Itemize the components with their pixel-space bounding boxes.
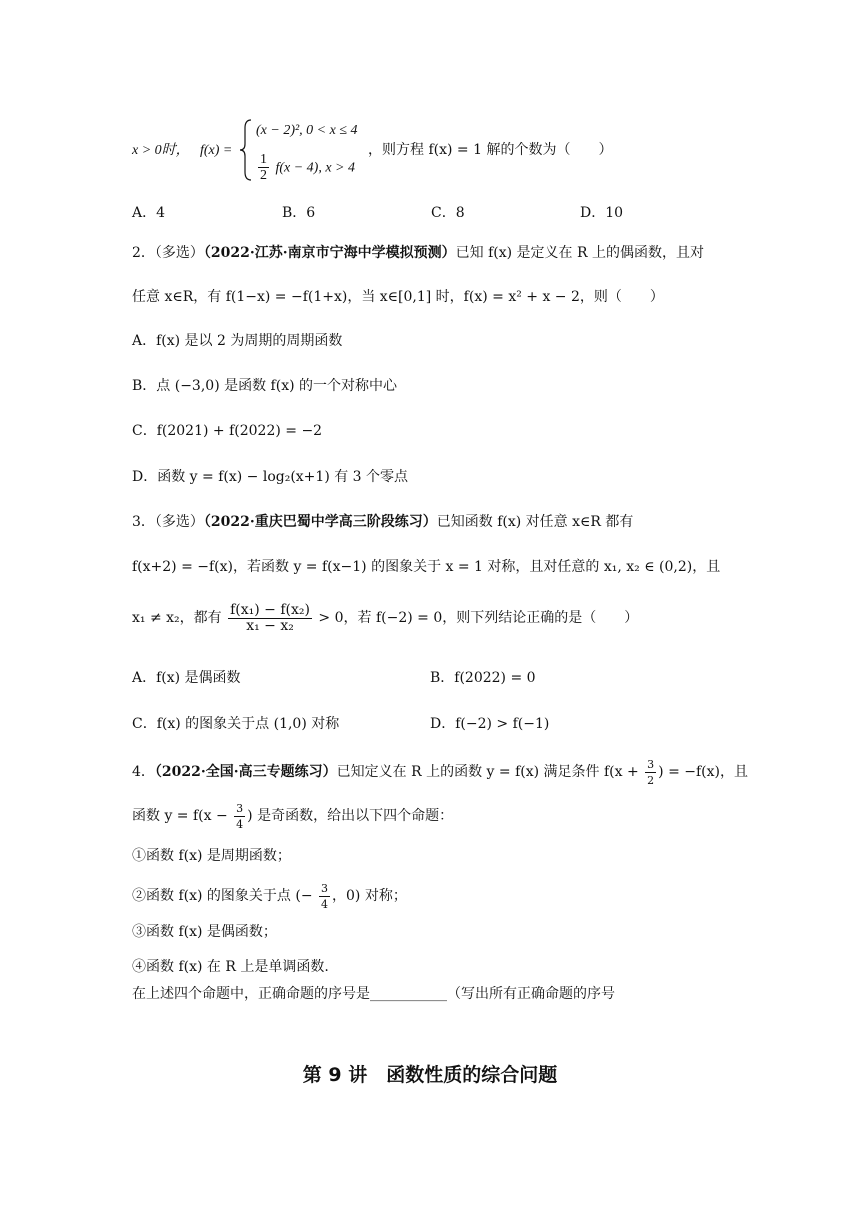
q1-option-a xyxy=(132,203,165,223)
q4-proposition-2 xyxy=(132,880,407,912)
q4-prop2-den: 4 xyxy=(321,897,328,911)
q3-number: 3． xyxy=(132,514,155,530)
q4-stem-line-1 xyxy=(132,756,748,788)
q4-frac1-num: 3 xyxy=(647,757,655,771)
q1-option-d xyxy=(580,203,623,223)
q2-option-d xyxy=(132,467,408,487)
q2-stem-line-1 xyxy=(132,243,704,263)
q4-proposition-1 xyxy=(132,846,291,866)
q2-tag: （多选） xyxy=(154,245,204,261)
q1-option-a-text: A．4 xyxy=(132,205,166,221)
half-numerator: 1 xyxy=(260,152,267,167)
piecewise-brace xyxy=(239,118,253,182)
q1-condition: x > 0时， xyxy=(132,143,190,158)
q3-option-d xyxy=(430,714,549,734)
q3-stem-3a: x₁ ≠ x₂，都有 xyxy=(132,610,222,626)
q1-suffix xyxy=(368,140,612,160)
q4-stem-2a: 函数 y = f(x − xyxy=(132,808,228,824)
q1-option-d-text: D．10 xyxy=(580,205,624,221)
q4-stem-1b: ) = −f(x)，且 xyxy=(658,764,748,780)
q4-stem-line-2 xyxy=(132,800,453,832)
q2-option-b-text: B．点 (−3,0) 是函数 f(x) 的一个对称中心 xyxy=(132,378,398,394)
piecewise-case-1 xyxy=(256,120,358,141)
q4-fraction-3-2 xyxy=(645,757,656,788)
q3-stem-line-1 xyxy=(132,512,633,532)
q3-option-b xyxy=(430,668,536,688)
q3-tag: （多选） xyxy=(154,514,204,530)
case-1-text: (x − 2)², 0 < x ≤ 4 xyxy=(256,123,358,138)
q4-stem-2b: ) 是奇函数，给出以下四个命题： xyxy=(247,808,454,824)
q2-option-c xyxy=(132,421,322,441)
q4-frac2-den: 4 xyxy=(236,817,244,831)
q2-number: 2． xyxy=(132,245,155,261)
q3-fraction-numerator: f(x₁) − f(x₂) xyxy=(230,601,310,618)
q1-fx xyxy=(200,140,232,161)
q4-source: （2022·全国·高三专题练习） xyxy=(154,764,337,780)
q2-stem-line-2 xyxy=(132,287,664,307)
section-title: 第 9 讲 函数性质的综合问题 xyxy=(302,1064,558,1086)
piecewise-case-2 xyxy=(256,152,355,183)
q3-option-a xyxy=(132,668,241,688)
q3-fraction-denominator: x₁ − x₂ xyxy=(246,617,294,634)
q3-option-b-text: B．f(2022) = 0 xyxy=(430,670,536,686)
q1-option-b-text: B．6 xyxy=(282,205,316,221)
q1-option-b xyxy=(282,203,315,223)
q2-option-b xyxy=(132,376,397,396)
q4-proposition-3 xyxy=(132,922,277,942)
q1-option-c-text: C．8 xyxy=(431,205,465,221)
q4-prop-2a: ②函数 f(x) 的图象关于点 (− xyxy=(132,888,313,904)
q2-stem-2: 任意 x∈R，有 f(1−x) = −f(1+x)，当 x∈[0,1] 时，f(x) = x² + x − 2，则（ ） xyxy=(132,289,664,305)
q3-source: （2022·重庆巴蜀中学高三阶段练习） xyxy=(203,514,437,530)
q4-prop-1-text: ①函数 f(x) 是周期函数； xyxy=(132,848,291,864)
q3-stem-3b: > 0，若 f(−2) = 0，则下列结论正确的是（ ） xyxy=(318,610,639,626)
q4-frac2-num: 3 xyxy=(236,801,244,815)
q3-stem-line-3 xyxy=(132,602,638,634)
q4-number: 4． xyxy=(132,764,155,780)
q1-fx-label: f(x) = xyxy=(200,143,233,158)
q4-answer-text: 在上述四个命题中，正确命题的序号是___________（写出所有正确命题的序号 xyxy=(132,986,615,1002)
case-2-text: f(x − 4), x > 4 xyxy=(275,160,355,176)
q4-prop2-num: 3 xyxy=(321,881,328,895)
q4-answer-line xyxy=(132,984,615,1004)
q4-prop-2-fraction xyxy=(319,881,330,912)
q3-option-c-text: C．f(x) 的图象关于点 (1,0) 对称 xyxy=(132,716,340,732)
q3-option-a-text: A．f(x) 是偶函数 xyxy=(132,670,241,686)
q4-stem-1a: 已知定义在 R 上的函数 y = f(x) 满足条件 f(x + xyxy=(336,764,639,780)
q2-option-a xyxy=(132,331,342,351)
q3-stem-1: 已知函数 f(x) 对任意 x∈R 都有 xyxy=(436,514,634,530)
q4-fraction-3-4 xyxy=(234,801,245,832)
q1-suffix-text: ，则方程 f(x) = 1 解的个数为（ ） xyxy=(368,142,613,158)
q3-fraction xyxy=(228,603,312,634)
q3-option-c xyxy=(132,714,339,734)
q2-source: （2022·江苏·南京市宁海中学模拟预测） xyxy=(203,245,456,261)
q2-option-c-text: C．f(2021) + f(2022) = −2 xyxy=(132,423,323,439)
half-denominator: 2 xyxy=(260,168,267,183)
q3-option-d-text: D．f(−2) > f(−1) xyxy=(430,716,550,732)
q2-option-a-text: A．f(x) 是以 2 为周期的周期函数 xyxy=(132,333,343,349)
q1-option-c xyxy=(431,203,465,223)
q4-frac1-den: 2 xyxy=(647,773,655,787)
q4-proposition-4 xyxy=(132,957,329,977)
half-fraction xyxy=(258,152,269,183)
q3-stem-2: f(x+2) = −f(x)，若函数 y = f(x−1) 的图象关于 x = 1 对称，且对任意的 x₁, x₂ ∈ (0,2)，且 xyxy=(132,559,721,575)
q1-prefix xyxy=(132,140,190,161)
q4-prop-2b: ，0) 对称； xyxy=(332,888,407,904)
q4-prop-4-text: ④函数 f(x) 在 R 上是单调函数. xyxy=(132,959,329,975)
q4-prop-3-text: ③函数 f(x) 是偶函数； xyxy=(132,924,277,940)
q3-stem-line-2 xyxy=(132,557,720,577)
q2-stem-1: 已知 f(x) 是定义在 R 上的偶函数，且对 xyxy=(455,245,704,261)
q2-option-d-text: D．函数 y = f(x) − log₂(x+1) 有 3 个零点 xyxy=(132,469,409,485)
